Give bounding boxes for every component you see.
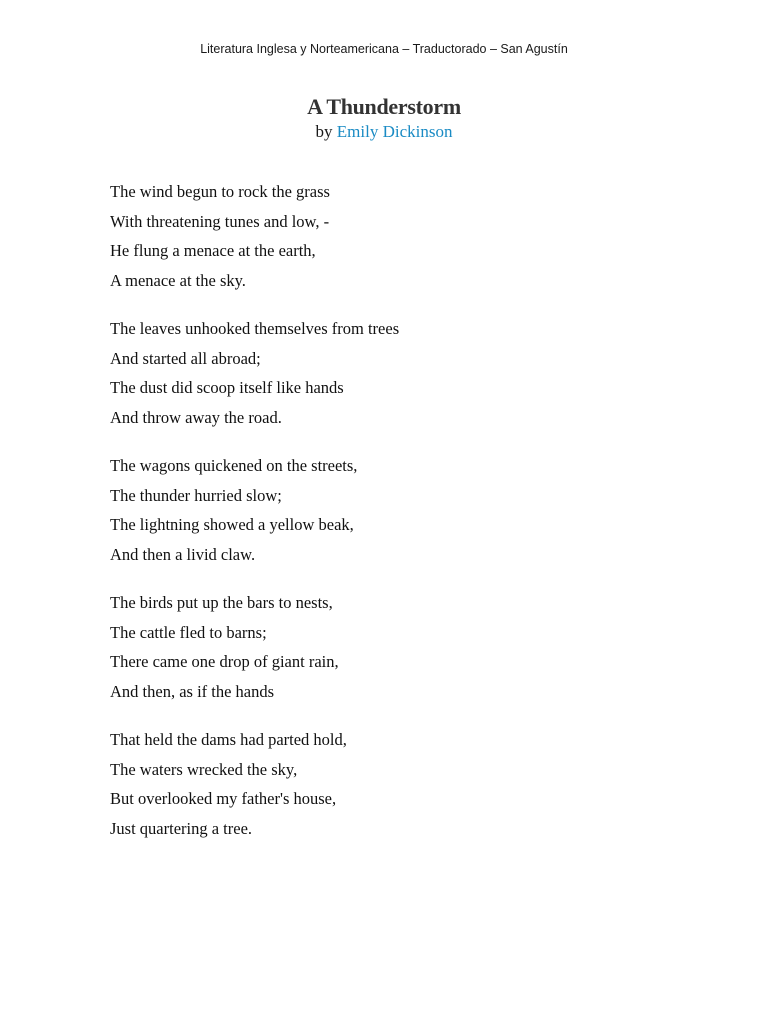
- poem-line: Just quartering a tree.: [110, 818, 253, 838]
- poem-line: And then, as if the hands: [110, 681, 275, 701]
- poem-line: The thunder hurried slow;: [110, 485, 282, 505]
- poem-line: There came one drop of giant rain,: [110, 652, 339, 671]
- page-header: Literatura Inglesa y Norteamericana – Traductorado – San Agustín: [200, 42, 568, 56]
- poem-line: The lightning showed a yellow beak,: [110, 515, 354, 534]
- poem-line: And started all abroad;: [110, 348, 261, 368]
- byline-prefix: by: [315, 122, 333, 141]
- poem-line: The wagons quickened on the streets,: [110, 456, 358, 475]
- poem-line: He flung a menace at the earth,: [110, 241, 316, 260]
- poem-body: [110, 179, 710, 864]
- poem-line: A menace at the sky.: [110, 270, 246, 290]
- poem-line: That held the dams had parted hold,: [110, 730, 347, 749]
- poem-line: The leaves unhooked themselves from trees: [110, 319, 400, 338]
- poem-line: The dust did scoop itself like hands: [110, 378, 344, 397]
- poem-line: The birds put up the bars to nests,: [110, 593, 333, 612]
- poem-line: But overlooked my father's house,: [110, 789, 337, 808]
- stanza: [110, 727, 710, 845]
- stanza: [110, 453, 710, 571]
- poem-line: And throw away the road.: [110, 407, 282, 427]
- stanza: [110, 590, 710, 708]
- poem-line: The wind begun to rock the grass: [110, 182, 330, 201]
- stanza: [110, 179, 710, 297]
- author-link[interactable]: Emily Dickinson: [336, 122, 453, 141]
- poem-line: And then a livid claw.: [110, 544, 256, 564]
- poem-line: With threatening tunes and low, -: [110, 211, 330, 231]
- poem-line: The cattle fled to barns;: [110, 622, 267, 642]
- poem-title: A Thunderstorm: [307, 94, 461, 119]
- byline: [0, 122, 768, 142]
- stanza: [110, 316, 710, 434]
- poem-line: The waters wrecked the sky,: [110, 759, 298, 779]
